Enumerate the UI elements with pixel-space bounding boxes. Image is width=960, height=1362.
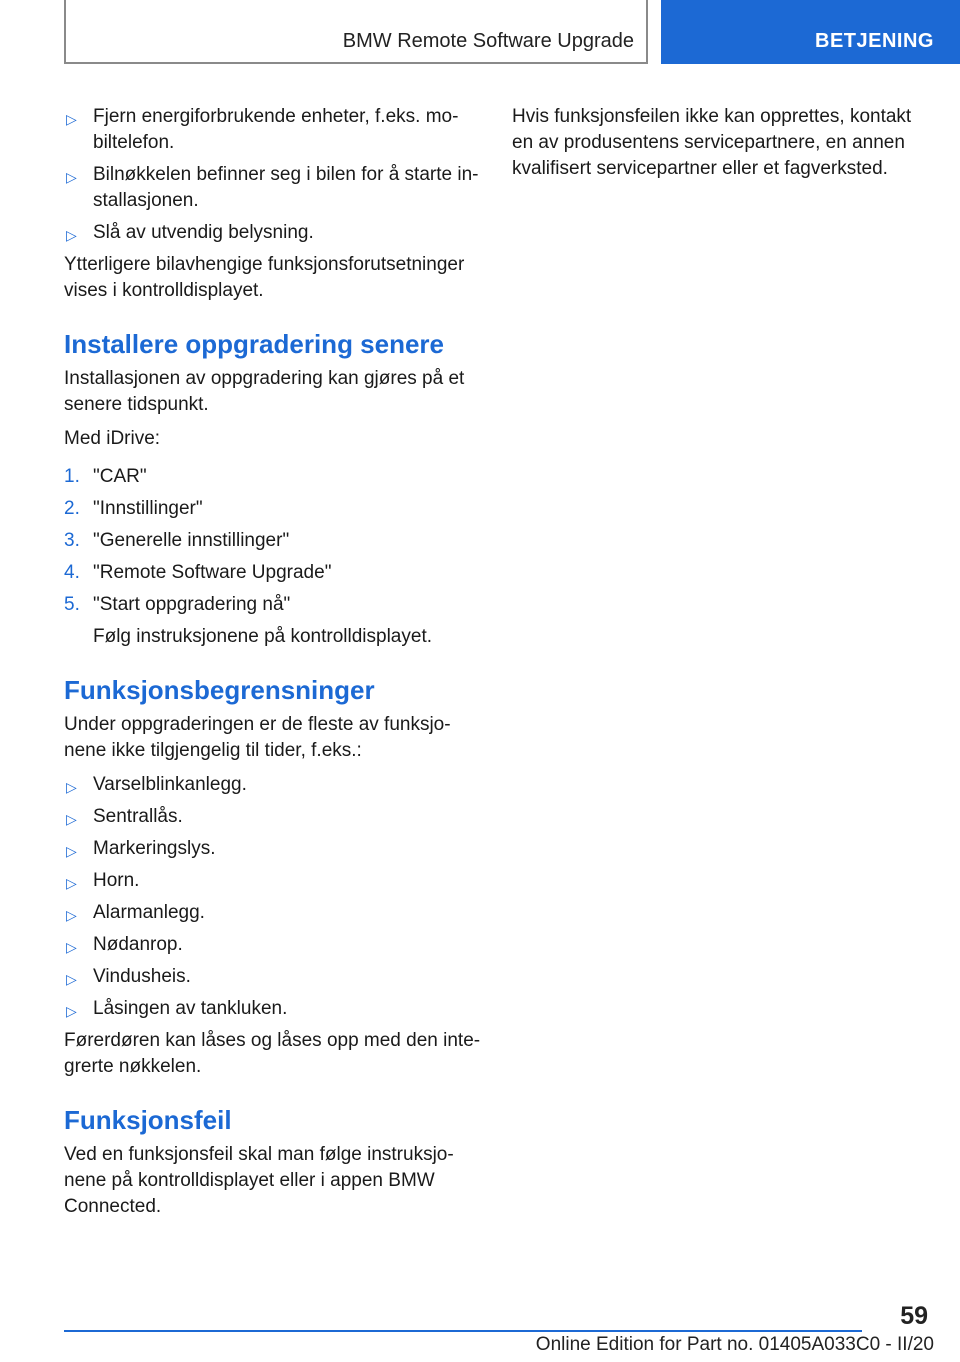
heading-malfunction: Funksjonsfeil bbox=[64, 1105, 232, 1135]
triangle-right-outline-icon: ▷ bbox=[66, 811, 77, 827]
left-column bbox=[64, 104, 482, 1228]
triangle-right-outline-icon: ▷ bbox=[66, 971, 77, 987]
paragraph: Førerdøren kan låses og låses opp med den integrerte nøkkelen. bbox=[64, 1030, 481, 1077]
list-item: ▷ Sentrallås. bbox=[64, 804, 482, 830]
triangle-right-outline-icon: ▷ bbox=[66, 111, 77, 127]
step-item: 4. "Remote Software Upgrade" bbox=[64, 562, 332, 583]
paragraph: Installasjonen av oppgradering kan gjøres på et senere tidspunkt. bbox=[64, 368, 465, 415]
triangle-right-outline-icon: ▷ bbox=[66, 875, 77, 891]
triangle-right-outline-icon: ▷ bbox=[66, 779, 77, 795]
triangle-right-outline-icon: ▷ bbox=[66, 1003, 77, 1019]
requirements-list bbox=[64, 104, 482, 246]
step-item: 3. "Generelle innstillinger" bbox=[64, 530, 290, 551]
step-note: Følg instruksjonene på kontrolldisplayet. bbox=[93, 626, 433, 647]
triangle-right-outline-icon: ▷ bbox=[66, 169, 77, 185]
list-item: ▷ Alarmanlegg. bbox=[64, 900, 482, 926]
heading-install-later: Installere oppgradering senere bbox=[64, 329, 445, 359]
heading-limitations: Funksjonsbegrensninger bbox=[64, 675, 375, 705]
step-item: 1. "CAR" bbox=[64, 466, 147, 487]
triangle-right-outline-icon: ▷ bbox=[66, 843, 77, 859]
step-item: 5. "Start oppgradering nå" bbox=[64, 594, 291, 615]
limitations-list bbox=[64, 772, 482, 1022]
paragraph: Hvis funksjonsfeilen ikke kan opprettes, kontakt en av produsentens servicepartnere, en annen kvalifisert servicepartner eller et fagverksted. bbox=[512, 106, 912, 179]
triangle-right-outline-icon: ▷ bbox=[66, 939, 77, 955]
paragraph: Med iDrive: bbox=[64, 428, 161, 449]
list-item: ▷ Markeringslys. bbox=[64, 836, 482, 862]
paragraph: Ved en funksjonsfeil skal man følge instruksjonene på kontrolldisplayet eller i appen BMW Connected. bbox=[64, 1144, 454, 1217]
steps-list bbox=[64, 464, 482, 618]
list-item: ▷ Bilnøkkelen befinner seg i bilen for å starte installasjonen. bbox=[66, 164, 479, 211]
list-item: ▷ Nødanrop. bbox=[64, 932, 482, 958]
list-item: ▷ Slå av utvendig belysning. bbox=[64, 220, 482, 246]
triangle-right-outline-icon: ▷ bbox=[66, 907, 77, 923]
paragraph: Ytterligere bilavhengige funksjonsforutsetninger vises i kontrolldisplayet. bbox=[64, 254, 465, 301]
list-item: ▷ Låsingen av tankluken. bbox=[64, 996, 482, 1022]
paragraph: Under oppgraderingen er de fleste av funksjonene ikke tilgjengelig til tider, f.eks.: bbox=[64, 714, 451, 761]
list-item: ▷ Varselblinkanlegg. bbox=[64, 772, 482, 798]
header-section-label: BETJENING bbox=[815, 30, 934, 52]
triangle-right-outline-icon: ▷ bbox=[66, 227, 77, 243]
page-number: 59 bbox=[900, 1302, 928, 1330]
list-item: ▷ Vindusheis. bbox=[64, 964, 482, 990]
step-item: 2. "Innstillinger" bbox=[64, 498, 203, 519]
header-title: BMW Remote Software Upgrade bbox=[342, 30, 634, 52]
list-item: ▷ Fjern energiforbrukende enheter, f.eks. mobiltelefon. bbox=[66, 106, 459, 153]
list-item: ▷ Horn. bbox=[64, 868, 482, 894]
footer-edition: Online Edition for Part no. 01405A033C0 - II/20 bbox=[535, 1334, 934, 1355]
header-section-box bbox=[661, 0, 960, 64]
right-column bbox=[512, 104, 922, 190]
header-title-box bbox=[64, 0, 648, 64]
footer-divider bbox=[64, 1330, 862, 1332]
